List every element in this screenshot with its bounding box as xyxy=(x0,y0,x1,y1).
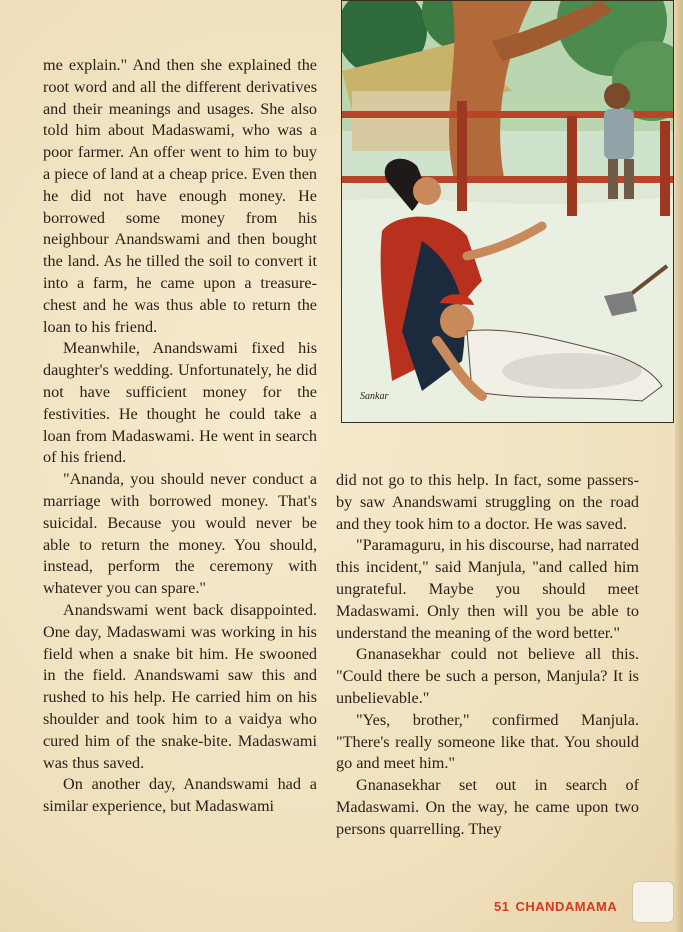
page-number: 51 xyxy=(494,899,510,914)
page-footer xyxy=(494,899,617,914)
page-edge xyxy=(675,0,683,932)
stamp-icon xyxy=(632,881,674,923)
left-text-column xyxy=(43,55,317,818)
paragraph: On another day, Anandswami had a similar experience, but Madaswami xyxy=(43,775,317,816)
paragraph: did not go to this help. In fact, some passers-by saw Anandswami struggling on the road and they took him to a doctor. He was saved. xyxy=(336,471,639,533)
paragraph: Gnanasekhar could not believe all this. "Could there be such a person, Manjula? It is unbelievable." xyxy=(336,645,639,707)
right-text-column xyxy=(336,470,639,841)
paragraph: "Ananda, you should never conduct a marriage with borrowed money. That's suicidal. Because you would never be able to return the money. You should, instead, perform the ceremony with whatever you can spare." xyxy=(43,470,317,598)
paragraph: Gnanasekhar set out in search of Madaswami. On the way, he came upon two persons quarrelling. They xyxy=(336,776,639,838)
paragraph: Anandswami went back disappointed. One day, Madaswami was working in his field when a snake bit him. He swooned in the field. Anandswami saw this and rushed to his help. He carried him on his shoulder and took him to a vaidya who cured him of the snake-bite. Madaswami was thus saved. xyxy=(43,600,317,772)
paragraph: "Paramaguru, in his discourse, had narrated this incident," said Manjula, "and called him ungrateful. Maybe you should meet Madaswami. Only then will you be able to understand the meaning of the word better." xyxy=(336,536,639,642)
story-illustration xyxy=(341,0,674,423)
paragraph: me explain." And then she explained the root word and all the different derivatives and their meanings and usages. She also told him about Madaswami, who was a poor farmer. An offer went to him to buy a piece of land at a cheap price. Even then he did not have enough money. He borrowed some money from his neighbour Anandswami and then bought the land. As he tilled the soil to convert it into a farm, he came upon a treasure-chest and he was thus able to return the loan to his friend. xyxy=(43,56,317,336)
magazine-title: CHANDAMAMA xyxy=(515,899,618,914)
paragraph: "Yes, brother," confirmed Manjula. "There's really someone like that. You should go and meet him." xyxy=(336,710,639,773)
artist-signature: Sankar xyxy=(360,391,389,402)
paragraph: Meanwhile, Anandswami fixed his daughter's wedding. Unfortunately, he did not have sufficient money for the festivities. He thought he could take a loan from Madaswami. He went in search of his friend. xyxy=(43,339,317,467)
illustration-drawing xyxy=(342,1,673,422)
